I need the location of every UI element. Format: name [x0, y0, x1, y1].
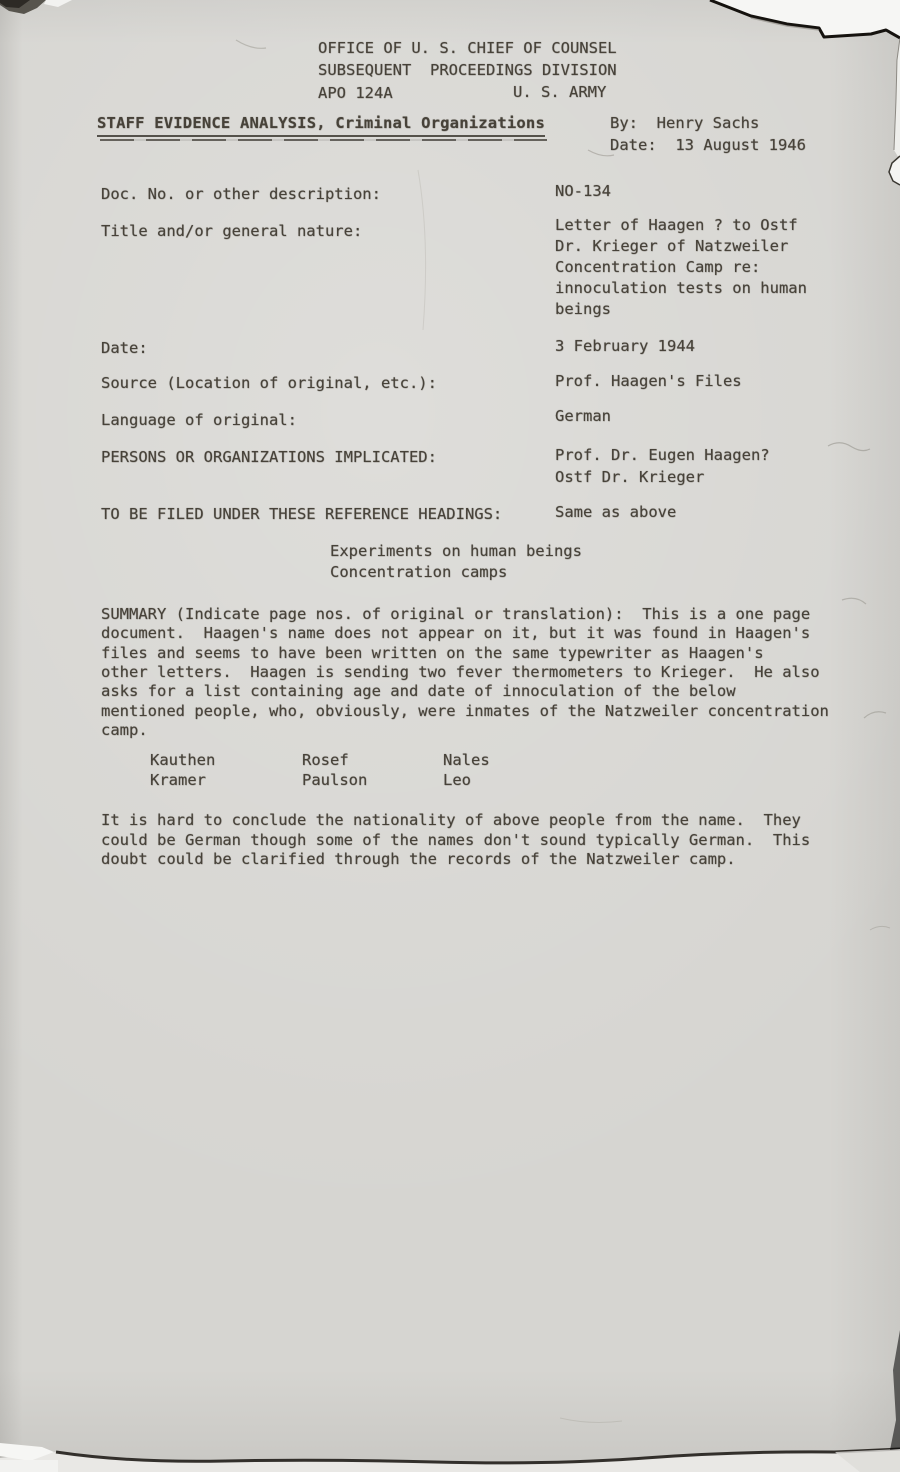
field-label-reference-headings: TO BE FILED UNDER THESE REFERENCE HEADINGS: [101, 505, 503, 523]
reference-heading: Concentration camps [330, 563, 508, 581]
summary-paragraph-line: mentioned people, who, obviously, were inmates of the Natzweiler concentration [101, 702, 829, 720]
summary-paragraph-line: files and seems to have been written on the same typewriter as Haagen's [101, 644, 764, 662]
inmate-name: Paulson [302, 771, 368, 789]
field-value-source: Prof. Haagen's Files [555, 372, 742, 390]
letterhead-office: OFFICE OF U. S. CHIEF OF COUNSEL [318, 39, 617, 57]
inmate-name: Kramer [150, 771, 206, 789]
inmate-name: Leo [443, 771, 471, 789]
letterhead-apo: APO 124A [318, 84, 393, 102]
field-value-general-nature: Letter of Haagen ? to Ostf [555, 216, 798, 234]
field-value-general-nature: beings [555, 300, 611, 318]
field-value-general-nature: Dr. Krieger of Natzweiler [555, 237, 789, 255]
inmate-name: Rosef [302, 751, 349, 769]
letterhead-army: U. S. ARMY [513, 83, 607, 101]
summary-paragraph-line: asks for a list containing age and date of innoculation of the below [101, 682, 736, 700]
closing-paragraph-line: doubt could be clarified through the records of the Natzweiler camp. [101, 850, 736, 868]
field-value-persons-implicated: Prof. Dr. Eugen Haagen? [555, 446, 770, 464]
field-value-general-nature: innoculation tests on human [555, 279, 807, 297]
letterhead-division: SUBSEQUENT PROCEEDINGS DIVISION [318, 61, 617, 79]
field-label-doc-no: Doc. No. or other description: [101, 185, 381, 203]
field-label-source: Source (Location of original, etc.): [101, 374, 437, 392]
summary-paragraph-line: SUMMARY (Indicate page nos. of original or translation): This is a one page [101, 605, 811, 623]
field-value-general-nature: Concentration Camp re: [555, 258, 761, 276]
byline-date: Date: 13 August 1946 [610, 136, 806, 154]
inmate-name: Nales [443, 751, 490, 769]
field-value-reference-headings: Same as above [555, 503, 677, 521]
field-label-date: Date: [101, 339, 148, 357]
field-label-language: Language of original: [101, 411, 297, 429]
byline-analyst: By: Henry Sachs [610, 114, 760, 132]
summary-paragraph-line: other letters. Haagen is sending two fever thermometers to Krieger. He also [101, 663, 820, 681]
closing-paragraph-line: It is hard to conclude the nationality of above people from the name. They [101, 811, 801, 829]
inmate-name: Kauthen [150, 751, 216, 769]
field-label-general-nature: Title and/or general nature: [101, 222, 363, 240]
field-value-date: 3 February 1944 [555, 337, 695, 355]
field-value-persons-implicated: Ostf Dr. Krieger [555, 468, 705, 486]
form-title: STAFF EVIDENCE ANALYSIS, Criminal Organizations [97, 113, 545, 137]
summary-paragraph-line: document. Haagen's name does not appear on it, but it was found in Haagen's [101, 624, 811, 642]
reference-heading: Experiments on human beings [330, 542, 582, 560]
field-value-doc-no: NO-134 [555, 182, 611, 200]
field-label-persons-implicated: PERSONS OR ORGANIZATIONS IMPLICATED: [101, 448, 437, 466]
closing-paragraph-line: could be German though some of the names don't sound typically German. This [101, 831, 811, 849]
summary-paragraph-line: camp. [101, 721, 148, 739]
field-value-language: German [555, 407, 611, 425]
